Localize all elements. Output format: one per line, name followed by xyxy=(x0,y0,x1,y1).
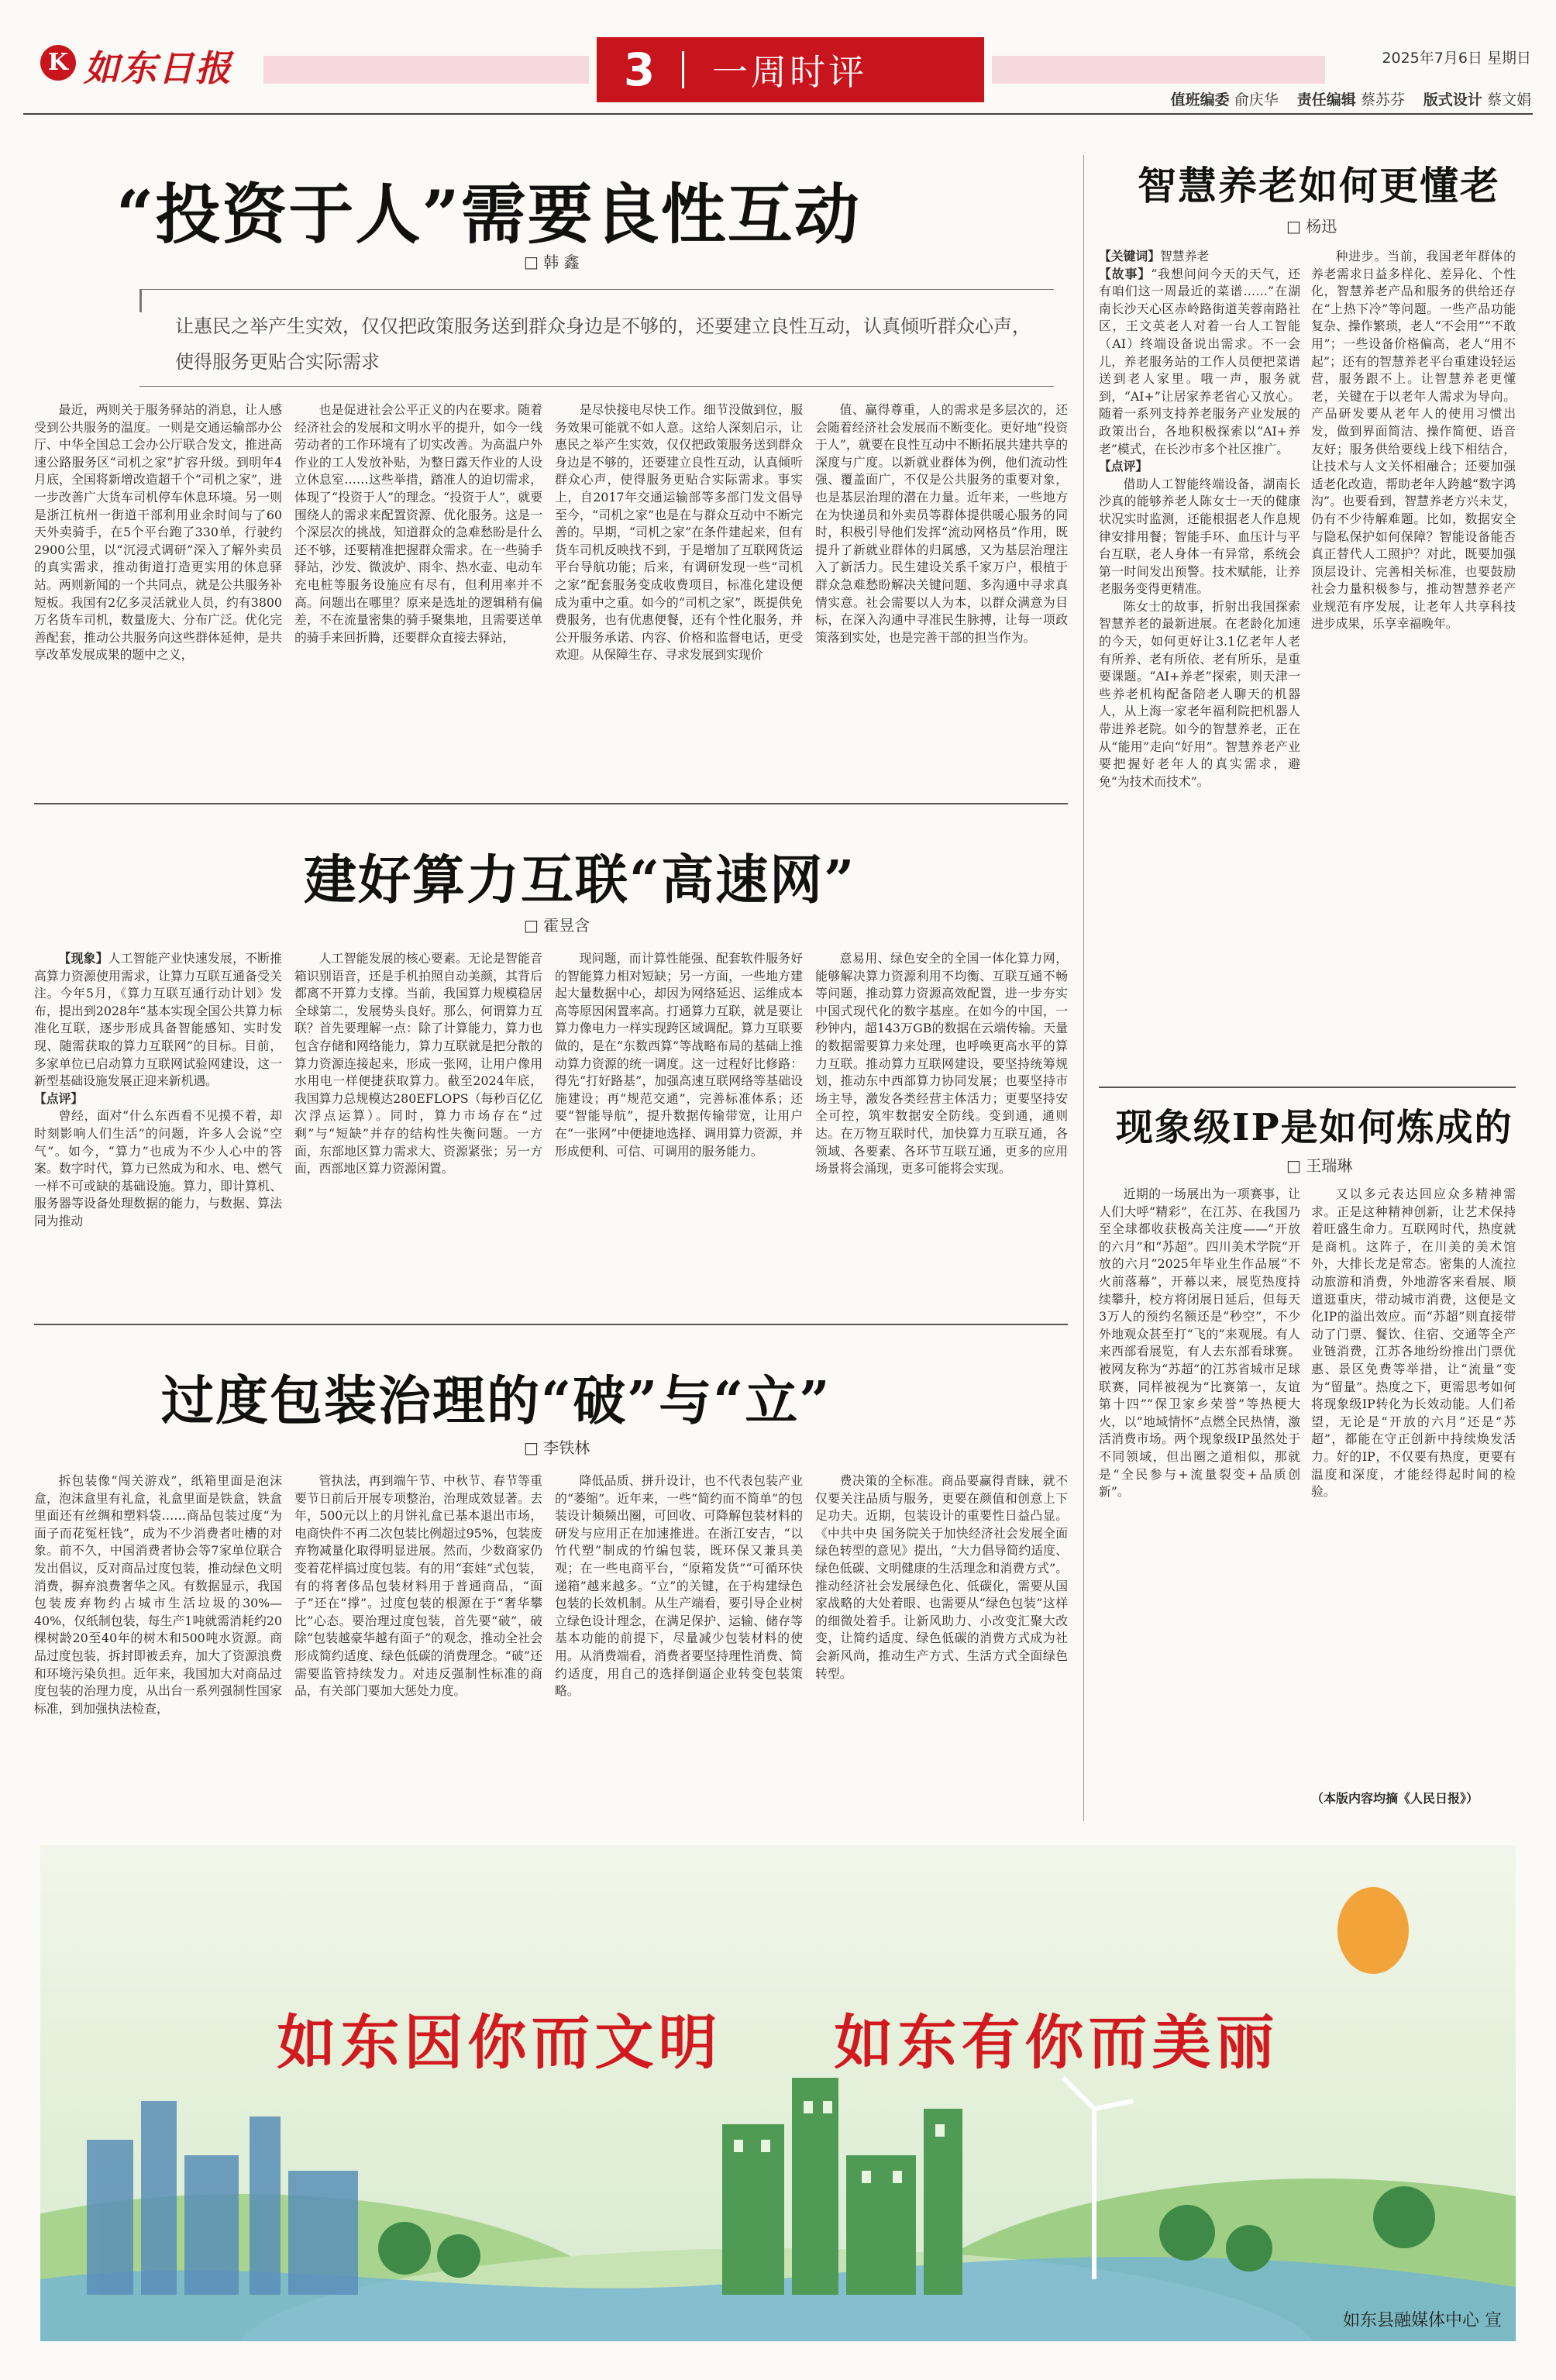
article2-column-4 xyxy=(815,950,1068,1314)
header-rule xyxy=(23,113,1533,115)
article1-column-1 xyxy=(34,401,282,789)
article1-text-1: 最近，两则关于服务驿站的消息，让人感受到公共服务的温度。一则是交通运输部办公厅、中华全国总工会办公厅联合发文，推进高速公路服务区“司机之家”扩容升级。到明年4月底，全国将新增改造超千个“司机之家”，进一步改善广大货车司机停车休息环境。另一则是浙江杭州一街道干部利用业余时间与了60天外卖骑手，在5个平台跑了330单，行驶约2900公里，以“沉浸式调研”深入了解外卖员的真实需求，推动街道打造更实用的休息驿站。两则新闻的一个共同点，就是公共服务补短板。我国有2亿多灵活就业人员，约有3800万名货车司机，数量庞大、分布广泛。优化完善配套，推动公共服务向这些群体延伸，是共享改革发展成果的题中之义， xyxy=(34,402,282,663)
article3-column-4 xyxy=(815,1472,1068,1818)
article4-column-2 xyxy=(1311,248,1516,1085)
article4-text-2: 种进步。当前，我国老年群体的养老需求日益多样化、差异化、个性化，智慧养老产品和服务的供给还存在“上热下冷”等问题。一些产品功能复杂、操作繁琐，老人“不会用”“不敢用”；一些设备价格偏高，老人“用不起”；还有的智慧养老平台重建设轻运营，服务跟不上。让智慧养老更懂老，关键在于以老年人需求为导向。产品研发要从老年人的使用习惯出发，做到界面简洁、操作简便、语音友好；服务供给要线上线下相结合，让技术与人文关怀相融合；还要加强适老化改造，帮助老年人跨越“数字鸿沟”。也要看到，智慧养老方兴未艾，仍有不少待解难题。比如，数据安全与隐私保护如何保障？智能设备能否真正替代人工照护？对此，既要加强顶层设计、完善相关标准，也要鼓励社会力量积极参与，推动智慧养老产业规范有序发展，让老年人共享科技进步成果，乐享幸福晚年。 xyxy=(1311,249,1516,632)
article2-text-1: 人工智能产业快速发展，不断推高算力资源使用需求，让算力互联互通备受关注。今年5月，《算力互联互通行动计划》发布，提出到2028年“基本实现全国公共算力标准化互联，逐步形成具备智能感知、实时发现、随需获取的算力互联网”的目标。目前，多家单位已启动算力互联网试验网建设，这一新型基础设施发展正迎来新机遇。 xyxy=(34,951,282,1089)
article5-title: 现象级IP是如何炼成的 xyxy=(1116,1106,1513,1149)
article4-text-1b: 借助人工智能终端设备，湖南长沙真的能够养老人陈女士一天的健康状况实时监测，还能根据老人作息规律安排用餐；智能手环、血压计与平台互联，老人身体一有异常，系统会第一时间发出预警。技术赋能，让养老服务变得更精准。 xyxy=(1099,476,1300,597)
article1-byline: □ 韩 鑫 xyxy=(524,250,580,272)
article2-text-3: 现问题，而计算性能强、配套软件服务好的智能算力相对短缺；另一方面，一些地方建起大量数据中心，却因为网络延迟、运维成本高等原因闲置率高。打通算力互联，就是要让算力像电力一样实现跨区域调配。算力互联要做的，是在“东数西算”等战略布局的基础上推动算力资源的统一调度。这一过程好比修路：得先“打好路基”，加强高速互联网络等基础设施建设；再“规范交通”，完善标准体系；还要“智能导航”，提升数据传输带宽，让用户在“一张网”中便捷地选择、调用算力资源，并形成便利、可信、可调用的服务能力。 xyxy=(555,951,803,1159)
newspaper-logo-icon: K xyxy=(40,45,76,81)
section-banner xyxy=(597,37,984,102)
keyword-tag: 【关键词】 xyxy=(1099,249,1160,263)
article1-title: “投资于人”需要良性互动 xyxy=(116,176,861,253)
article3-text-2: 管执法，再到端午节、中秋节、春节等重要节日前后开展专项整治，治理成效显著。去年，500元以上的月饼礼盒已基本退出市场，电商快件不再二次包装比例超过95%，包装废弃物减量化取得明显进展。然而，少数商家仍变着花样搞过度包装。有的用“套娃”式包装，有的将奢侈品包装材料用于普通商品，“面子”还在“撑”。过度包装的根源在于“奢华攀比”心态。要治理过度包装，首先要“破”，破除“包装越豪华越有面子”的观念，推动全社会形成简约适度、绿色低碳的消费理念。“破”还需要监管持续发力。对违反强制性标准的商品，有关部门要加大惩处力度。 xyxy=(294,1473,542,1699)
article4-comment-tag: 【点评】 xyxy=(1099,459,1148,474)
column-divider xyxy=(1083,155,1084,1821)
article3-column-1 xyxy=(34,1472,282,1818)
quote-bracket xyxy=(139,289,173,312)
ad-illustration xyxy=(40,1845,1516,2341)
layout-designer: 蔡文娟 xyxy=(1486,91,1531,108)
article2-text-2: 人工智能发展的核心要素。无论是智能音箱识别语音，还是手机拍照自动美颜，其背后都离不开算力支撑。当前，我国算力规模稳居全球第二，发展势头良好。那么，何谓算力互联？首先要理解一点：除了计算能力，算力也包含存储和网络能力，算力互联就是把分散的算力资源连接起来，形成一张网，让用户像用水用电一样便捷获取算力。截至2024年底，我国算力总规模达280EFLOPS（每秒百亿亿次浮点运算）。同时，算力市场存在“过剩”与“短缺”并存的结构性失衡问题。一方面，东部地区算力需求大、资源紧张；另一方面，西部地区算力资源闲置。 xyxy=(294,951,542,1176)
newspaper-name: 如东日报 xyxy=(84,47,232,89)
public-service-ad xyxy=(40,1845,1516,2341)
layout-label: 版式设计 xyxy=(1423,91,1482,108)
article2-column-1 xyxy=(34,950,282,1314)
editor-name: 蔡苏芬 xyxy=(1360,91,1405,108)
article5-text-2: 又以多元表达回应众多精神需求。正是这种精神创新，让艺术保持着旺盛生命力。互联网时代，热度就是商机。这阵子，在川美的美术馆外，大排长龙是常态。密集的人流拉动旅游和消费，外地游客来看展、顺道逛重庆，带动城市消费，这便是文化IP的溢出效应。而“苏超”则直接带动了门票、餐饮、住宿、交通等全产业链消费，江苏各地纷纷推出门票优惠、景区免费等举措，让“流量”变为“留量”。热度之下，更需思考如何将现象级IP转化为长效动能。人们希望，无论是“开放的六月”还是“苏超”，都能在守正创新中持续焕发活力。好的IP，不仅要有热度，更要有温度和深度，才能经得起时间的检验。 xyxy=(1311,1187,1516,1500)
duty-editor-label: 值班编委 xyxy=(1170,91,1230,108)
article5-column-2 xyxy=(1311,1186,1516,1782)
article1-text-4: 值、赢得尊重，人的需求是多层次的，还会随着经济社会发展而不断变化。更好地“投资于人”，就要在良性互动中不断拓展共建共享的深度与广度。以新就业群体为例，他们流动性强、覆盖面广，不仅是公共服务的重要对象，也是基层治理的潜在力量。近年来，一些地方在为快递员和外卖员等群体提供暖心服务的同时，积极引导他们发挥“流动网格员”作用，既提升了新就业群体的归属感，又为基层治理注入了新活力。民生建设关系千家万户，根植于群众急难愁盼解决关键问题、多沟通中寻求真情实意。社会需要以人为本，以群众满意为目标，在深入沟通中寻准民生脉搏，让每一项政策落到实处，也是完善干部的担当作为。 xyxy=(815,402,1068,645)
article5-column-1 xyxy=(1099,1186,1300,1806)
article1-column-4 xyxy=(815,401,1068,789)
hot-air-balloon-icon xyxy=(1337,1887,1409,1974)
article5-text-1: 近期的一场展出为一项赛事，让人们大呼“精彩”，在江苏、在我国乃至全球都收获极高关注度——“开放的六月”和“苏超”。四川美术学院“开放的六月”2025年毕业生作品展“不火前落幕”，开幕以来，展览热度持续攀升，校方将闭展日延后，但每天3万人的预约名额还是“秒空”，不少外地观众甚至打“飞的”来观展。有人来西部看展览，有人去东部看球赛。被网友称为“苏超”的江苏省城市足球联赛，同样被视为“比赛第一，友谊第十四”“保卫家乡荣誉”等热梗大火，以“地域情怀”点燃全民热情，激活消费市场。两个现象级IP虽然处于不同领域，但出圈之道相似，那就是“全民参与+流量裂变+品质创新”。 xyxy=(1099,1187,1300,1500)
editor-label: 责任编辑 xyxy=(1296,91,1356,108)
ad-slogan-right: 如东有你而美丽 xyxy=(834,2008,1279,2077)
article4-text-1c: 陈女士的故事，折射出我国探索智慧养老的最新进展。在老龄化加速的今天，如何更好让3.1亿老年人老有所养、老有所依、老有所乐，是重要课题。“AI+养老”探索，则天津一些养老机构配备陪老人聊天的机器人，从上海一家老年福利院把机器人带进养老院。如今的智慧养老，正在从“能用”走向“好用”。智慧养老产业要把握好老年人的真实需求，避免“为技术而技术”。 xyxy=(1099,598,1300,789)
article4-title: 智慧养老如何更懂老 xyxy=(1138,163,1500,208)
article1-text-3: 是尽快接电尽快工作。细节没做到位，服务效果可能就不如人意。这给人深刻启示，让惠民之举产生实效，仅仅把政策服务送到群众身边是不够的，还要建立良性互动，认真倾听群众心声，使得服务更贴合实际需求。事实上，自2017年交通运输部等多部门发文倡导至今，“司机之家”也是在与群众互动中不断完善的。早期，“司机之家”在条件建起来，但有货车司机反映找不到，于是增加了互联网货运平台导航功能；后来，有调研发现一些“司机之家”配套服务变成收费项目，标准化建设便成为重中之重。如今的“司机之家”，既提供免费服务，也有优惠便餐，还有个性化服务，并公开服务承诺、内容、价格和监督电话，更受欢迎。从保障生存、寻求发展到实现价 xyxy=(555,402,803,663)
article4-column-1 xyxy=(1099,248,1300,1085)
ad-credit: 如东县融媒体中心 宣 xyxy=(1343,2311,1502,2330)
issue-date: 2025年7月6日 星期日 xyxy=(1382,50,1531,67)
keyword-value: 智慧养老 xyxy=(1160,249,1210,263)
article5-source-note: （本版内容均摘《人民日报》） xyxy=(1311,1791,1479,1806)
article1-pull-quote: 让惠民之举产生实效，仅仅把政策服务送到群众身边是不够的，还要建立良性互动，认真倾听群众心声，使得服务更贴合实际需求 xyxy=(175,315,1031,373)
article3-title: 过度包装治理的“破”与“立” xyxy=(161,1370,831,1432)
phenomenon-tag: 【现象】 xyxy=(58,951,108,966)
ad-slogan-left: 如东因你而文明 xyxy=(277,2008,722,2077)
article2-column-2 xyxy=(294,950,542,1314)
editor-credits xyxy=(1157,88,1531,109)
article3-text-4: 费决策的全标准。商品要赢得青睐，就不仅要关注品质与服务，更要在颜值和创意上下足功夫。近期，包装设计的重要性日益凸显。《中共中央 国务院关于加快经济社会发展全面绿色转型的意见》提出，“大力倡导简约适度、绿色低碳、文明健康的生活理念和消费方式”。推动经济社会发展绿色化、低碳化，需要从国家战略的大处着眼、也需要从“绿色包装”这样的细微处着手。让新风助力、小改变汇聚大改变，让简约适度、绿色低碳的消费方式成为社会新风尚，推动生产方式、生活方式全面绿色转型。 xyxy=(815,1473,1068,1681)
duty-editor: 俞庆华 xyxy=(1234,91,1279,108)
article4-text-1: “我想问问今天的天气，还有咱们这一周最近的菜谱……”在湖南长沙天心区赤岭路街道芙蓉南路社区，王文英老人对着一台人工智能（AI）终端设备说出需求。不一会儿，养老服务站的工作人员便把菜谱送到老人家里。哦一声，服务就到，“AI+”让居家养老省心又放心。随着一系列支持养老服务产业发展的政策出台，各地积极探索以“AI+养老”模式，在长沙市多个社区推广。 xyxy=(1099,266,1300,456)
article2-byline: □ 霍昱含 xyxy=(524,913,590,935)
left-skyline xyxy=(87,2101,358,2295)
article3-column-3 xyxy=(555,1472,803,1818)
article5-byline: □ 王瑞琳 xyxy=(1286,1153,1352,1176)
page-number: 3 xyxy=(623,43,656,96)
masthead-band-left xyxy=(263,56,589,84)
article2-title: 建好算力互联“高速网” xyxy=(304,849,856,911)
section-name: 一周时评 xyxy=(712,51,867,93)
article2-bottom-rule xyxy=(34,1324,1068,1325)
article2-column-3 xyxy=(555,950,803,1314)
article1-column-3 xyxy=(555,401,803,789)
article4-byline: □ 杨迅 xyxy=(1286,214,1337,236)
article3-column-2 xyxy=(294,1472,542,1818)
article3-text-3: 降低品质、拼升设计，也不代表包装产业的“萎缩”。近年来，一些“简约而不简单”的包装设计频频出圈，可回收、可降解包装材料的研发与应用正在加速推进。在浙江安吉，“以竹代塑”制成的竹编包装，既环保又兼具美观；在一些电商平台，“原箱发货”“可循环快递箱”越来越多。“立”的关键，在于构建绿色包装的长效机制。从生产端看，要引导企业树立绿色设计理念，在满足保护、运输、储存等基本功能的前提下，尽量减少包装材料的使用。从消费端看，消费者要坚持理性消费、简约适度，用自己的选择倒逼企业转变包装策略。 xyxy=(555,1473,803,1699)
article2-text-4: 意易用、绿色安全的全国一体化算力网，能够解决算力资源利用不均衡、互联互通不畅等问题，推动算力资源高效配置，进一步夯实中国式现代化的数字基座。在如今的中国，一秒钟内，超143万GB的数据在云端传输。天量的数据需要算力来处理，也呼唤更高水平的算力互联。推动算力互联网建设，要坚持统筹规划，推动东中西部算力协同发展；也要坚持市场主导，激发各类经营主体活力；更要坚持安全可控，筑牢数据安全防线。变到通，通则达。在万物互联时代，加快算力互联互通，各领域、各要素、各环节互联互通，更多的应用场景将会涌现，更多可能将会实现。 xyxy=(815,951,1068,1176)
story-tag: 【故事】 xyxy=(1099,266,1152,281)
article1-column-2 xyxy=(294,401,542,789)
article3-byline: □ 李铁林 xyxy=(524,1435,590,1458)
article3-text-1: 拆包装像“闯关游戏”，纸箱里面是泡沫盒，泡沫盒里有礼盒，礼盒里面是铁盒，铁盒里面还有丝绸和塑料袋……商品包装过度“为面子而花冤枉钱”，成为不少消费者吐槽的对象。前不久，中国消费者协会等7家单位联合发出倡议，反对商品过度包装，推动绿色文明消费，摒弃浪费奢华之风。有数据显示，我国包装废弃物约占城市生活垃圾的30%—40%，仅纸制包装，每生产1吨就需消耗约20棵树龄20至40年的树木和500吨水资源。商品过度包装，拆封即被丢弃，加大了资源浪费和环境污染负担。近年来，我国加大对商品过度包装的治理力度，从出台一系列强制性国家标准，到加强执法检查， xyxy=(34,1473,282,1716)
article2-text-1b: 曾经，面对“什么东西看不见摸不着，却时刻影响人们生活”的问题，许多人会说“空气”。如今，“算力”也成为不少人心中的答案。数字时代，算力已然成为和水、电、燃气一样不可或缺的基础设施。算力，即计算机、服务器等设备处理数据的能力，与数据、算法同为推动 xyxy=(34,1108,282,1228)
article1-text-2: 也是促进社会公平正义的内在要求。随着经济社会的发展和文明水平的提升，如今一线劳动者的工作环境有了切实改善。为高温户外作业的工人发放补贴，为整日露天作业的人设立休息室……这些举措，踏准人的迫切需求，体现了“投资于人”的理念。“投资于人”，就要围绕人的需求来配置资源、优化服务。这是一个深层次的挑战，知道群众的急难愁盼是什么还不够，还要精准把握群众需求。在一些骑手驿站，沙发、微波炉、雨伞、热水壶、电动车充电桩等服务设施应有尽有，但利用率并不高。问题出在哪里？原来是选址的逻辑稍有偏差，不在流量密集的骑手聚集地，且需要送单的骑手来回折腾，还要群众直接去驿站， xyxy=(294,402,542,645)
article4-bottom-rule xyxy=(1099,1087,1516,1088)
article1-bottom-rule xyxy=(34,803,1068,804)
comment-tag: 【点评】 xyxy=(34,1090,84,1106)
ad-slogan xyxy=(251,1996,1305,2080)
masthead-band-right xyxy=(992,56,1325,84)
